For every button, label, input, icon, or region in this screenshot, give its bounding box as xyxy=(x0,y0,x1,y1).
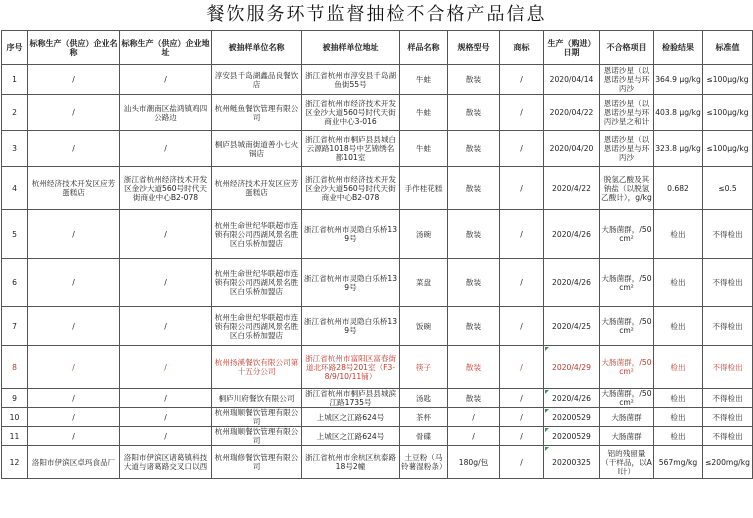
cell-date: 2020/04/22 xyxy=(544,95,600,131)
cell-failed-item: 大肠菌群，/50cm² xyxy=(600,307,654,346)
cell-standard: 不得检出 xyxy=(703,210,753,259)
cell-sampled-unit-address: 浙江省杭州市灵隐白乐桥139号 xyxy=(302,259,400,307)
cell-producer-address: / xyxy=(120,307,212,346)
cell-sample-name: 牛蛙 xyxy=(400,95,448,131)
cell-brand: / xyxy=(500,95,544,131)
cell-index: 5 xyxy=(2,210,28,259)
cell-brand: / xyxy=(500,346,544,389)
cell-result: 检出 xyxy=(654,346,703,389)
header-standard: 标准值 xyxy=(703,31,753,65)
cell-spec: 散装 xyxy=(448,131,500,167)
cell-producer-address: / xyxy=(120,210,212,259)
cell-spec: 散装 xyxy=(448,167,500,210)
cell-producer-address: 洛阳市伊滨区诸葛镇科技大道与诸葛路交叉口以西 xyxy=(120,446,212,479)
cell-index: 8 xyxy=(2,346,28,389)
cell-brand: / xyxy=(500,389,544,408)
cell-producer-address: / xyxy=(120,259,212,307)
cell-producer-name: / xyxy=(28,65,120,95)
cell-standard: 不得检出 xyxy=(703,346,753,389)
table-row xyxy=(2,210,753,259)
cell-sample-name: 牛蛙 xyxy=(400,131,448,167)
cell-failed-item: 大肠菌群，/50cm² xyxy=(600,259,654,307)
table-row xyxy=(2,346,753,389)
cell-producer-name: / xyxy=(28,427,120,446)
cell-producer-name: / xyxy=(28,95,120,131)
cell-result: 检出 xyxy=(654,210,703,259)
table-row xyxy=(2,307,753,346)
cell-standard: ≤100μg/kg xyxy=(703,65,753,95)
cell-index: 10 xyxy=(2,408,28,427)
cell-index: 3 xyxy=(2,131,28,167)
cell-sampled-unit-address: 浙江省杭州市桐庐县县城滨江路1735号 xyxy=(302,389,400,408)
cell-failed-item: 恩诺沙星（以恩诺沙星与环丙沙 xyxy=(600,131,654,167)
cell-sample-name: 筷子 xyxy=(400,346,448,389)
cell-failed-item: 大肠菌群 xyxy=(600,427,654,446)
cell-sampled-unit-name: 杭州瑞顺餐饮管理有限公司 xyxy=(212,408,302,427)
cell-date: 2020/4/22 xyxy=(544,167,600,210)
cell-producer-address: 汕头市潮南区盐鸿镇鸡四公路边 xyxy=(120,95,212,131)
cell-spec: 散装 xyxy=(448,389,500,408)
cell-sampled-unit-address: 浙江省杭州市桐庐县县城白云源路1018号中艺锦绣名都101室 xyxy=(302,131,400,167)
cell-index: 12 xyxy=(2,446,28,479)
header-sample-name: 样品名称 xyxy=(400,31,448,65)
cell-sampled-unit-name: 杭州生命世纪华联超市连锁有限公司西湖风景名胜区白乐桥加盟店 xyxy=(212,210,302,259)
cell-index: 7 xyxy=(2,307,28,346)
cell-sample-name: 汤匙 xyxy=(400,389,448,408)
cell-spec: 散装 xyxy=(448,307,500,346)
cell-standard: 不得检出 xyxy=(703,408,753,427)
header-producer-name: 标称生产（供应）企业名称 xyxy=(28,31,120,65)
cell-standard: ≤200mg/kg xyxy=(703,446,753,479)
cell-result: 检出 xyxy=(654,408,703,427)
cell-sampled-unit-name: 桐庐县城南街道善小七火锅店 xyxy=(212,131,302,167)
cell-date: 2020/4/26 xyxy=(544,210,600,259)
cell-standard: ≤100μg/kg xyxy=(703,95,753,131)
cell-producer-address: / xyxy=(120,346,212,389)
cell-brand: / xyxy=(500,210,544,259)
cell-index: 9 xyxy=(2,389,28,408)
cell-producer-name: / xyxy=(28,408,120,427)
cell-index: 2 xyxy=(2,95,28,131)
cell-producer-name: 杭州经济技术开发区应芳蛋糕店 xyxy=(28,167,120,210)
cell-sampled-unit-address: 浙江省杭州市富阳区富春街道北环路28号201室（F3-8/9/10/11铺） xyxy=(302,346,400,389)
table-header-row xyxy=(2,31,753,65)
cell-brand: / xyxy=(500,446,544,479)
header-brand: 商标 xyxy=(500,31,544,65)
cell-result: 364.9 μg/kg xyxy=(654,65,703,95)
cell-spec: 散装 xyxy=(448,65,500,95)
cell-date: 2020/4/25 xyxy=(544,307,600,346)
cell-sample-name: 骨碟 xyxy=(400,427,448,446)
cell-index: 4 xyxy=(2,167,28,210)
cell-producer-name: / xyxy=(28,131,120,167)
cell-result: 0.682 xyxy=(654,167,703,210)
cell-producer-name: 洛阳市伊滨区卓玛食品厂 xyxy=(28,446,120,479)
cell-failed-item: 大肠菌群，/50cm² xyxy=(600,346,654,389)
cell-sampled-unit-name: 杭州经济技术开发区应芳蛋糕店 xyxy=(212,167,302,210)
header-producer-address: 标称生产（供应）企业地址 xyxy=(120,31,212,65)
cell-result: 检出 xyxy=(654,259,703,307)
cell-result: 检出 xyxy=(654,307,703,346)
inspection-table xyxy=(1,30,753,479)
cell-sampled-unit-name: 淳安县千岛湖鑫品良餐饮店 xyxy=(212,65,302,95)
cell-sample-name: 茶杯 xyxy=(400,408,448,427)
cell-brand: / xyxy=(500,259,544,307)
cell-date: 2020/04/20 xyxy=(544,131,600,167)
cell-sample-name: 饭碗 xyxy=(400,307,448,346)
cell-failed-item: 恩诺沙星（以恩诺沙星与环丙沙 xyxy=(600,65,654,95)
cell-sampled-unit-name: 杭州鲢鱼餐饮管理有限公司 xyxy=(212,95,302,131)
cell-brand: / xyxy=(500,427,544,446)
table-row xyxy=(2,167,753,210)
cell-sample-name: 手作桂花糕 xyxy=(400,167,448,210)
cell-spec: 散装 xyxy=(448,346,500,389)
cell-date: 20200529 xyxy=(544,408,600,427)
cell-sampled-unit-name: 杭州扬溪餐饮有限公司第十五分公司 xyxy=(212,346,302,389)
cell-producer-name: / xyxy=(28,346,120,389)
cell-sampled-unit-address: 浙江省杭州市经济技术开发区金沙大道560号时代天街商业中心3-016 xyxy=(302,95,400,131)
header-sampled-unit-name: 被抽样单位名称 xyxy=(212,31,302,65)
header-index: 序号 xyxy=(2,31,28,65)
cell-date: 2020/4/29 xyxy=(544,346,600,389)
cell-sampled-unit-address: 上城区之江路624号 xyxy=(302,408,400,427)
cell-sample-name: 菜盘 xyxy=(400,259,448,307)
table-row xyxy=(2,389,753,408)
cell-brand: / xyxy=(500,167,544,210)
header-date: 生产（购进）日期 xyxy=(544,31,600,65)
table-row xyxy=(2,131,753,167)
cell-sampled-unit-address: 浙江省杭州市灵隐白乐桥139号 xyxy=(302,307,400,346)
cell-sampled-unit-name: 杭州生命世纪华联超市连锁有限公司西湖风景名胜区白乐桥加盟店 xyxy=(212,259,302,307)
cell-sampled-unit-name: 杭州生命世纪华联超市连锁有限公司西湖风景名胜区白乐桥加盟店 xyxy=(212,307,302,346)
cell-producer-address: / xyxy=(120,389,212,408)
cell-standard: 不得检出 xyxy=(703,427,753,446)
header-failed-item: 不合格项目 xyxy=(600,31,654,65)
cell-producer-address: / xyxy=(120,131,212,167)
cell-producer-name: / xyxy=(28,210,120,259)
table-row xyxy=(2,408,753,427)
cell-index: 11 xyxy=(2,427,28,446)
cell-sample-name: 土豆粉（马铃薯湿粉条） xyxy=(400,446,448,479)
cell-index: 6 xyxy=(2,259,28,307)
cell-sampled-unit-address: 浙江省杭州市灵隐白乐桥139号 xyxy=(302,210,400,259)
cell-result: 检出 xyxy=(654,427,703,446)
cell-sample-name: 汤碗 xyxy=(400,210,448,259)
table-row xyxy=(2,446,753,479)
cell-failed-item: 大肠菌群 xyxy=(600,408,654,427)
cell-result: 403.8 μg/kg xyxy=(654,95,703,131)
cell-result: 323.8 μg/kg xyxy=(654,131,703,167)
cell-producer-name: / xyxy=(28,389,120,408)
cell-brand: / xyxy=(500,65,544,95)
cell-date: 2020/04/14 xyxy=(544,65,600,95)
cell-standard: 不得检出 xyxy=(703,307,753,346)
cell-standard: ≤100μg/kg xyxy=(703,131,753,167)
cell-spec: 散装 xyxy=(448,259,500,307)
cell-failed-item: 铝的残留量（干样品，以Al计） xyxy=(600,446,654,479)
table-row xyxy=(2,95,753,131)
cell-standard: 不得检出 xyxy=(703,259,753,307)
cell-spec: / xyxy=(448,427,500,446)
cell-result: 567mg/kg xyxy=(654,446,703,479)
cell-brand: / xyxy=(500,408,544,427)
header-spec: 规格型号 xyxy=(448,31,500,65)
cell-date: 2020/4/26 xyxy=(544,389,600,408)
cell-standard: 不得检出 xyxy=(703,389,753,408)
cell-spec: 散装 xyxy=(448,95,500,131)
page-title: 餐饮服务环节监督抽检不合格产品信息 xyxy=(206,4,547,25)
cell-standard: ≤0.5 xyxy=(703,167,753,210)
cell-producer-name: / xyxy=(28,259,120,307)
cell-failed-item: 脱氢乙酸及其钠盐（以脱氢乙酸计），g/kg xyxy=(600,167,654,210)
header-result: 检验结果 xyxy=(654,31,703,65)
cell-date: 20200529 xyxy=(544,427,600,446)
cell-sampled-unit-address: 浙江省杭州市淳安县千岛湖鱼街55号 xyxy=(302,65,400,95)
cell-sampled-unit-name: 杭州瑞顺餐饮管理有限公司 xyxy=(212,427,302,446)
cell-producer-address: / xyxy=(120,65,212,95)
cell-date: 20200325 xyxy=(544,446,600,479)
cell-sampled-unit-name: 桐庐川府餐饮有限公司 xyxy=(212,389,302,408)
cell-producer-name: / xyxy=(28,307,120,346)
cell-failed-item: 大肠菌群，/50cm² xyxy=(600,210,654,259)
cell-producer-address: / xyxy=(120,427,212,446)
cell-sample-name: 牛蛙 xyxy=(400,65,448,95)
cell-producer-address: / xyxy=(120,408,212,427)
header-sampled-unit-address: 被抽样单位地址 xyxy=(302,31,400,65)
cell-sampled-unit-name: 杭州瑞修餐饮管理有限公司 xyxy=(212,446,302,479)
cell-spec: 散装 xyxy=(448,210,500,259)
cell-date: 2020/4/26 xyxy=(544,259,600,307)
cell-spec: 180g/包 xyxy=(448,446,500,479)
cell-failed-item: 大肠菌群，/50cm² xyxy=(601,389,652,407)
table-row xyxy=(2,65,753,95)
cell-index: 1 xyxy=(2,65,28,95)
cell-sampled-unit-address: 浙江省杭州市余杭区杭泰路18号2幢 xyxy=(302,446,400,479)
table-row xyxy=(2,427,753,446)
cell-spec: / xyxy=(448,408,500,427)
table-row xyxy=(2,259,753,307)
cell-brand: / xyxy=(500,131,544,167)
cell-result: 检出 xyxy=(654,389,703,408)
cell-sampled-unit-address: 浙江省杭州市经济技术开发区金沙大道560号时代天街商业中心B2-078 xyxy=(302,167,400,210)
cell-brand: / xyxy=(500,307,544,346)
cell-sampled-unit-address: 上城区之江路624号 xyxy=(302,427,400,446)
cell-producer-address: 浙江省杭州经济技术开发区金沙大道560号时代天街商业中心B2-078 xyxy=(120,167,212,210)
cell-failed-item: 恩诺沙星（以恩诺沙星与环丙沙星之和计 xyxy=(600,95,654,131)
